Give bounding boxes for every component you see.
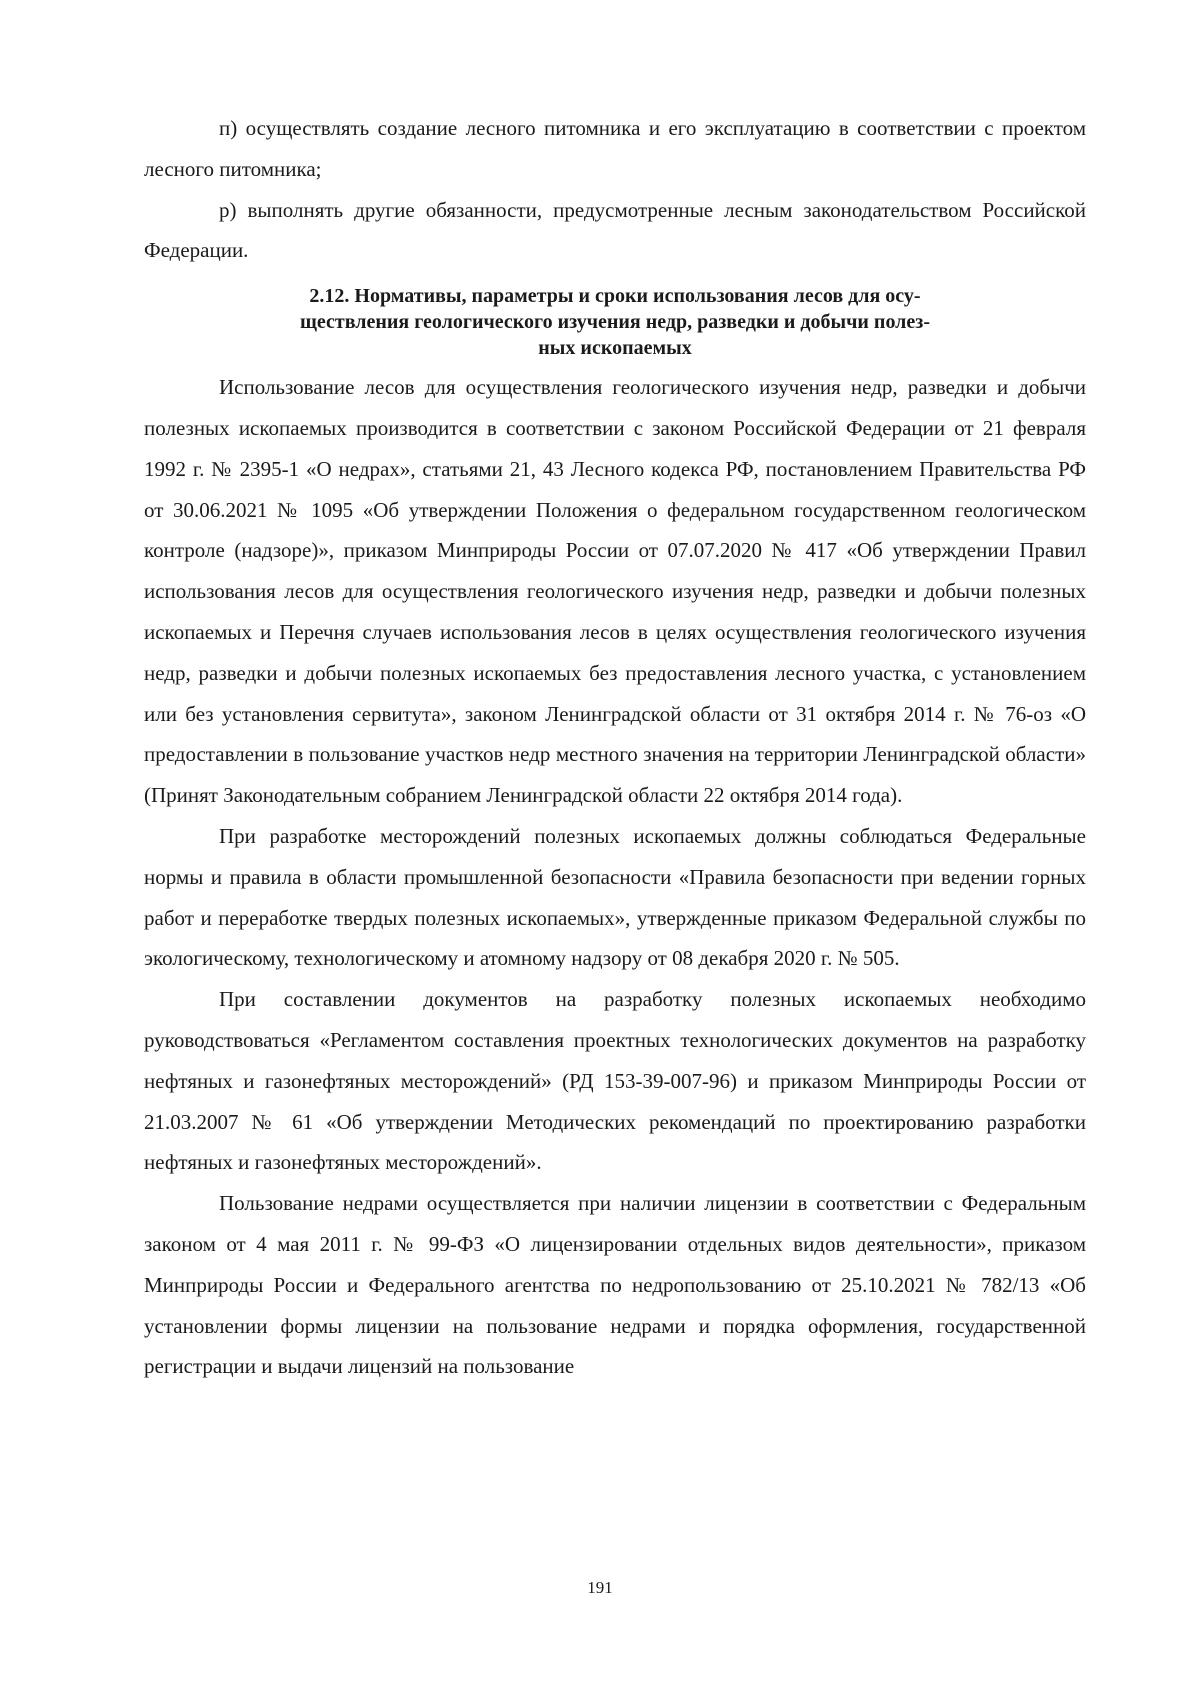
section-heading: [144, 283, 1086, 361]
list-item-p: п) осуществлять создание лесного питомника и его эксплуатацию в соответствии с проектом лесного питомника;: [144, 116, 1086, 181]
body-paragraph: Использование лесов для осуществления геологического изучения недр, разведки и добычи полезных ископаемых производится в соответствии с законом Российской Федерации от 21 февраля 1992 г. № 2395-1 «О недрах», статьями 21, 43 Лесного кодекса РФ, постановлением Правительства РФ от 30.06.2021 № 1095 «Об утверждении Положения о федеральном государственном геологическом контроле (надзоре)», приказом Минприроды России от 07.07.2020 № 417 «Об утверждении Правил использования лесов для осуществления геологического изучения недр, разведки и добычи полезных ископаемых и Перечня случаев использования лесов в целях осуществления геологического изучения недр, разведки и добычи полезных ископаемых без предоставления лесного участка, с установлением или без установления сервитута», законом Ленинградской области от 31 октября 2014 г. № 76-оз «О предоставлении в пользование участков недр местного значения на территории Ленинградской области» (Принят Законодательным собранием Ленинградской области 22 октября 2014 года).: [144, 375, 1086, 808]
body-paragraph: При составлении документов на разработку полезных ископаемых необходимо руководствоваться «Регламентом составления проектных технологических документов на разработку нефтяных и газонефтяных месторождений» (РД 153-39-007-96) и приказом Минприроды России от 21.03.2007 № 61 «Об утверждении Методических рекомендаций по проектированию разработки нефтяных и газонефтяных месторождений».: [144, 987, 1086, 1175]
list-item-r: р) выполнять другие обязанности, предусмотренные лесным законодательством Российской Федерации.: [144, 197, 1086, 263]
document-page: [144, 108, 1086, 1608]
page-number: 191: [587, 1578, 613, 1597]
section-heading-line: 2.12. Нормативы, параметры и сроки использования лесов для осу-: [309, 285, 921, 308]
body-paragraph: Пользование недрами осуществляется при наличии лицензии в соответствии с Федеральным законом от 4 мая 2011 г. № 99-ФЗ «О лицензировании отдельных видов деятельности», приказом Минприроды России и Федерального агентства по недропользованию от 25.10.2021 № 782/13 «Об установлении формы лицензии на пользование недрами и порядка оформления, государственной регистрации и выдачи лицензий на пользование: [144, 1191, 1086, 1379]
section-heading-line: ных ископаемых: [538, 337, 692, 360]
section-heading-line: ществления геологического изучения недр, разведки и добычи полез-: [300, 311, 930, 334]
body-paragraph: При разработке месторождений полезных ископаемых должны соблюдаться Федеральные нормы и правила в области промышленной безопасности «Правила безопасности при ведении горных работ и переработке твердых полезных ископаемых», утвержденные приказом Федеральной службы по экологическому, технологическому и атомному надзору от 08 декабря 2020 г. № 505.: [144, 823, 1086, 971]
